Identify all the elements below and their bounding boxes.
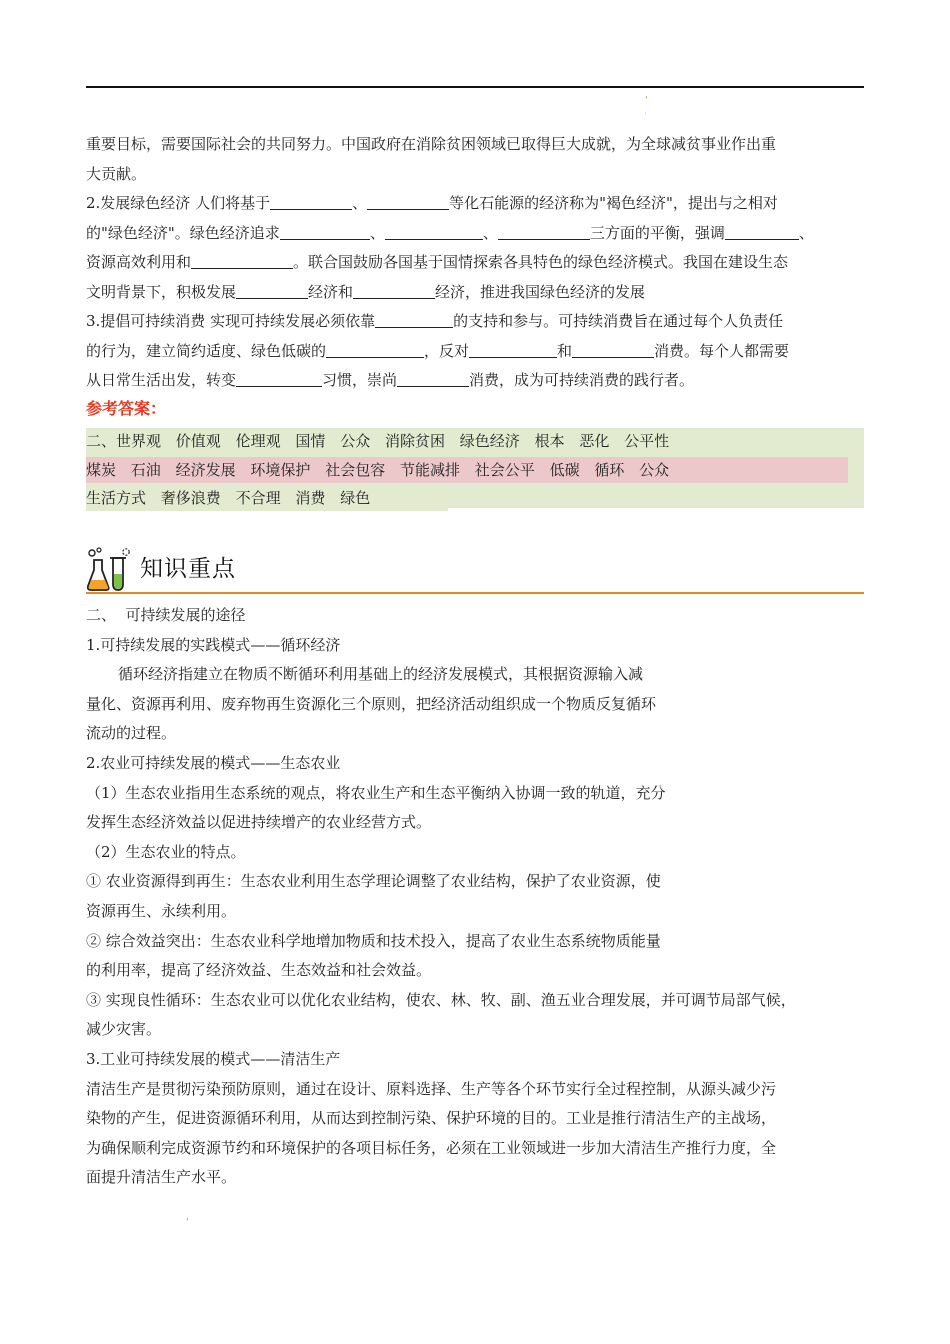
answer-item: 煤炭 (86, 461, 117, 479)
text-line: 资源再生、永续利用。 (86, 901, 237, 920)
blank[interactable] (191, 252, 293, 269)
subheading: 1.可持续发展的实践模式——循环经济 (86, 635, 341, 654)
blank[interactable] (280, 223, 370, 240)
answer-item: 绿色 (340, 489, 371, 507)
answer-item: 公众 (639, 461, 670, 479)
text-line: 的利用率，提高了经济效益、生态效益和社会效益。 (86, 961, 432, 980)
text-line: 减少灾害。 (86, 1020, 162, 1039)
blank[interactable] (397, 370, 469, 387)
text-line: 面提升清洁生产水平。 (86, 1168, 237, 1187)
text-line: 发挥生态经济效益以促进持续增产的农业经营方式。 (86, 813, 432, 832)
answer-row (86, 428, 808, 454)
answer-item: 奢侈浪费 (160, 489, 221, 507)
blank[interactable] (725, 223, 799, 240)
blank[interactable] (236, 282, 308, 299)
flask-icon (86, 546, 132, 592)
footer-mark: ' (186, 1218, 189, 1228)
blank[interactable] (367, 193, 449, 210)
subheading: 2.农业可持续发展的模式——生态农业 (86, 753, 341, 772)
blank[interactable] (385, 223, 483, 240)
answer-item: 生活方式 (86, 489, 147, 507)
answer-item: 消除贫困 (384, 432, 445, 450)
text-line: 量化、资源再利用、废弃物再生资源化三个原则，把经济活动组织成一个物质反复循环 (86, 694, 657, 713)
answer-item: 公众 (340, 432, 371, 450)
text-line: 染物的产生，促进资源循环利用，从而达到控制污染、保护环境的目的。工业是推行清洁生产的主战场， (86, 1109, 777, 1128)
text-line: 大贡献。 (86, 164, 147, 183)
section-rule (86, 592, 864, 594)
answer-item: 经济发展 (175, 461, 236, 479)
text-line: 循环经济指建立在物质不断循环利用基础上的经济发展模式，其根据资源输入减 (118, 665, 644, 684)
answer-item: 二、世界观 (86, 432, 162, 450)
paragraph-green-economy: 2.发展绿色经济 人们将基于 、 等化石能源的经济称为"褐色经济"，提出与之相对 (86, 194, 778, 212)
blank[interactable] (498, 223, 590, 240)
fill-in-section: 重要目标，需要国际社会的共同努力。中国政府在消除贫困领域已取得巨大成就，为全球减贫事业作出重 大贡献。 2.发展绿色经济 人们将基于 、 等化石能源的经济称为"褐色经济"，提出与之相对 的"绿色经济"。绿色经济追求 、 、 三方面的平衡，强调 、 资源高效利用和 。联合国鼓励各国基于国情探索各具特色的绿色经济模式。我国在建设生态 文明背景下，积极发展 经济和 经济，推进我国绿色经济的发展 3.提倡可持续消费 实现可持续发展必须依靠 的支持和参与。可持续消费旨在通过每个人负责任 的行为，建立简约适度、绿色低碳的 ，反对 和 消费。每个人都需要 从日常生活出发，转变 习惯，崇尚 消费，成为可持续消费的践行者。 (86, 130, 866, 396)
answer-item: 社会包容 (325, 461, 386, 479)
text-line: ③ 实现良性循环：生态农业可以优化农业结构，使农、林、牧、副、渔五业合理发展，并可调节局部气候， (86, 990, 796, 1009)
content-heading: 二、 可持续发展的途径 (86, 606, 246, 624)
answer-item: 根本 (534, 432, 565, 450)
blank[interactable] (469, 341, 557, 358)
text-line: ① 农业资源得到再生：生态农业利用生态学理论调整了农业结构，保护了农业资源，使 (86, 872, 661, 891)
blank[interactable] (270, 193, 352, 210)
text-line: 流动的过程。 (86, 724, 177, 743)
answer-item: 环境保护 (250, 461, 311, 479)
header-mark-small: ' (645, 112, 647, 118)
text-line: 为确保顺利完成资源节约和环境保护的各项目标任务，必须在工业领域进一步加大清洁生产推行力度，全 (86, 1138, 777, 1157)
answer-item: 消费 (295, 489, 326, 507)
subheading: 3.工业可持续发展的模式——清洁生产 (86, 1049, 341, 1068)
answer-item: 公平性 (624, 432, 670, 450)
section-title: 知识重点 (140, 556, 236, 582)
knowledge-section-header (86, 544, 864, 594)
answer-item: 石油 (130, 461, 161, 479)
text-line: （1）生态农业指用生态系统的观点，将农业生产和生态平衡纳入协调一致的轨道，充分 (86, 783, 666, 802)
answer-item: 价值观 (175, 432, 221, 450)
answer-item: 社会公平 (474, 461, 535, 479)
answer-item: 伦理观 (235, 432, 281, 450)
blank[interactable] (572, 341, 654, 358)
header-rule (86, 86, 864, 88)
knowledge-content (86, 601, 876, 1193)
text-line: （2）生态农业的特点。 (86, 842, 246, 861)
blank[interactable] (353, 282, 435, 299)
blank[interactable] (326, 341, 424, 358)
answer-item: 节能减排 (399, 461, 460, 479)
answer-box (86, 428, 864, 508)
text-line: ② 综合效益突出：生态农业科学地增加物质和技术投入，提高了农业生态系统物质能量 (86, 931, 661, 950)
answer-item: 国情 (295, 432, 326, 450)
answer-item: 恶化 (579, 432, 610, 450)
header-mark: ' (645, 96, 648, 106)
answer-title: 参考答案： (86, 399, 167, 418)
text-line: 清洁生产是贯彻污染预防原则，通过在设计、原料选择、生产等各个环节实行全过程控制，从源头减少污 (86, 1079, 777, 1098)
blank[interactable] (375, 311, 453, 328)
text-line: 重要目标，需要国际社会的共同努力。中国政府在消除贫困领域已取得巨大成就，为全球减贫事业作出重 (86, 135, 777, 153)
paragraph-consumption: 3.提倡可持续消费 实现可持续发展必须依靠 的支持和参与。可持续消费旨在通过每个人负责任 (86, 312, 784, 330)
answer-item: 不合理 (235, 489, 281, 507)
blank[interactable] (236, 370, 322, 387)
answer-item: 绿色经济 (459, 432, 520, 450)
answer-item: 循环 (594, 461, 625, 479)
answer-row (86, 457, 848, 483)
answer-item: 低碳 (549, 461, 580, 479)
answer-row (86, 485, 448, 511)
